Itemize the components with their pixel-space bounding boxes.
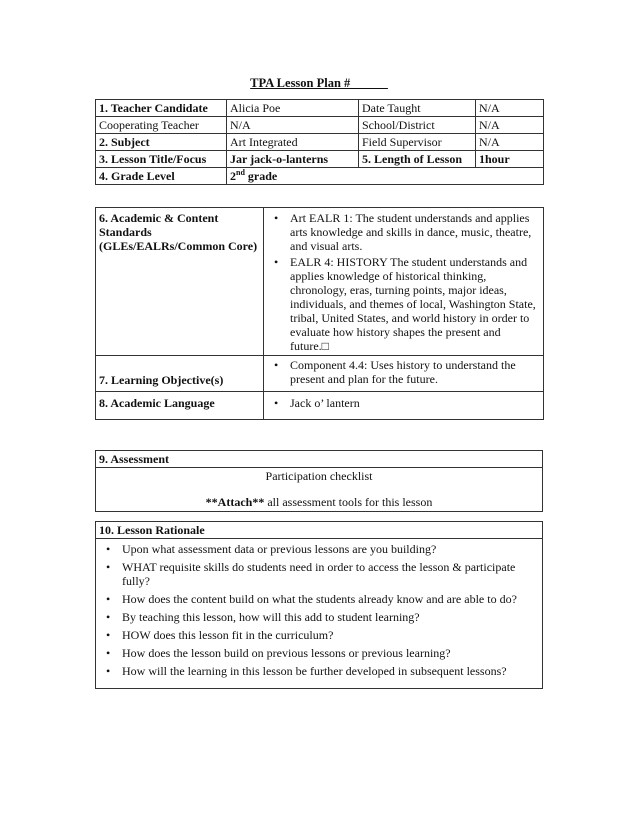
- academic-language-label: 8. Academic Language: [96, 392, 264, 420]
- table-row: [96, 539, 543, 689]
- list-item: • Jack o’ lantern: [290, 396, 540, 410]
- cooperating-teacher-label: Cooperating Teacher: [96, 117, 227, 134]
- lesson-title-value: Jar jack-o-lanterns: [227, 151, 359, 168]
- table-row: [96, 468, 543, 512]
- table-row: [96, 100, 544, 117]
- lesson-title-label: 3. Lesson Title/Focus: [96, 151, 227, 168]
- subject-label: 2. Subject: [96, 134, 227, 151]
- table-row: [96, 168, 544, 185]
- list-item: • Component 4.4: Uses history to understand the present and plan for the future.: [290, 358, 540, 386]
- grade-suffix: nd: [236, 168, 245, 177]
- lesson-length-value: 1hour: [476, 151, 544, 168]
- table-row: [96, 392, 544, 420]
- grade-level-label: 4. Grade Level: [96, 168, 227, 185]
- teacher-candidate-label: 1. Teacher Candidate: [96, 100, 227, 117]
- standards-list: [268, 211, 540, 353]
- table-row: [96, 451, 543, 468]
- learning-objective-content: [264, 356, 544, 392]
- attach-emphasis: **Attach**: [205, 495, 265, 509]
- list-item: • WHAT requisite skills do students need in order to access the lesson & participate fully?: [122, 560, 539, 588]
- table-row: [96, 117, 544, 134]
- rationale-label: 10. Lesson Rationale: [96, 522, 543, 539]
- list-item: • Art EALR 1: The student understands and applies arts knowledge and skills in dance, music, theatre, and visual arts.: [290, 211, 540, 253]
- assessment-content: [96, 468, 543, 512]
- list-item: • By teaching this lesson, how will this add to student learning?: [122, 610, 539, 624]
- teacher-candidate-value: Alicia Poe: [227, 100, 359, 117]
- grade-number: 2: [230, 169, 236, 183]
- assessment-label: 9. Assessment: [96, 451, 543, 468]
- learning-objective-label: 7. Learning Objective(s): [96, 356, 264, 392]
- standards-table: [95, 207, 544, 420]
- field-supervisor-value: N/A: [476, 134, 544, 151]
- lesson-length-label: 5. Length of Lesson: [359, 151, 476, 168]
- list-item: • How will the learning in this lesson be further developed in subsequent lessons?: [122, 664, 539, 678]
- rationale-content: [96, 539, 543, 689]
- school-district-value: N/A: [476, 117, 544, 134]
- assessment-table: [95, 450, 543, 512]
- table-row: [96, 151, 544, 168]
- rationale-list: [100, 542, 539, 678]
- page-title: [0, 76, 638, 91]
- school-district-label: School/District: [359, 117, 476, 134]
- assessment-tool: Participation checklist: [265, 469, 373, 483]
- date-taught-value: N/A: [476, 100, 544, 117]
- assessment-attach-note: [99, 495, 539, 509]
- list-item: • EALR 4: HISTORY The student understands and applies knowledge of historical thinking, chronology, eras, turning points, major ideas, individuals, and themes of local, Washington State, tribal, United States, and world history in order to evaluate how history shapes the present and future.□: [290, 255, 540, 353]
- lesson-info-table: [95, 99, 544, 185]
- list-item: • Upon what assessment data or previous lessons are you building?: [122, 542, 539, 556]
- list-item: • How does the lesson build on previous lessons or previous learning?: [122, 646, 539, 660]
- objective-list: [268, 358, 540, 386]
- date-taught-label: Date Taught: [359, 100, 476, 117]
- table-row: [96, 208, 544, 356]
- table-row: [96, 522, 543, 539]
- language-list: [268, 396, 540, 410]
- grade-word: grade: [244, 169, 278, 183]
- list-item: • HOW does this lesson fit in the curriculum?: [122, 628, 539, 642]
- cooperating-teacher-value: N/A: [227, 117, 359, 134]
- field-supervisor-label: Field Supervisor: [359, 134, 476, 151]
- list-item: • How does the content build on what the students already know and are able to do?: [122, 592, 539, 606]
- grade-level-value: [227, 168, 544, 185]
- page-title-text: TPA Lesson Plan #______: [250, 76, 388, 90]
- attach-text: all assessment tools for this lesson: [264, 495, 433, 509]
- table-row: [96, 356, 544, 392]
- subject-value: Art Integrated: [227, 134, 359, 151]
- academic-language-content: [264, 392, 544, 420]
- table-row: [96, 134, 544, 151]
- standards-content: [264, 208, 544, 356]
- standards-label: 6. Academic & Content Standards (GLEs/EALRs/Common Core): [96, 208, 264, 356]
- rationale-table: [95, 521, 543, 689]
